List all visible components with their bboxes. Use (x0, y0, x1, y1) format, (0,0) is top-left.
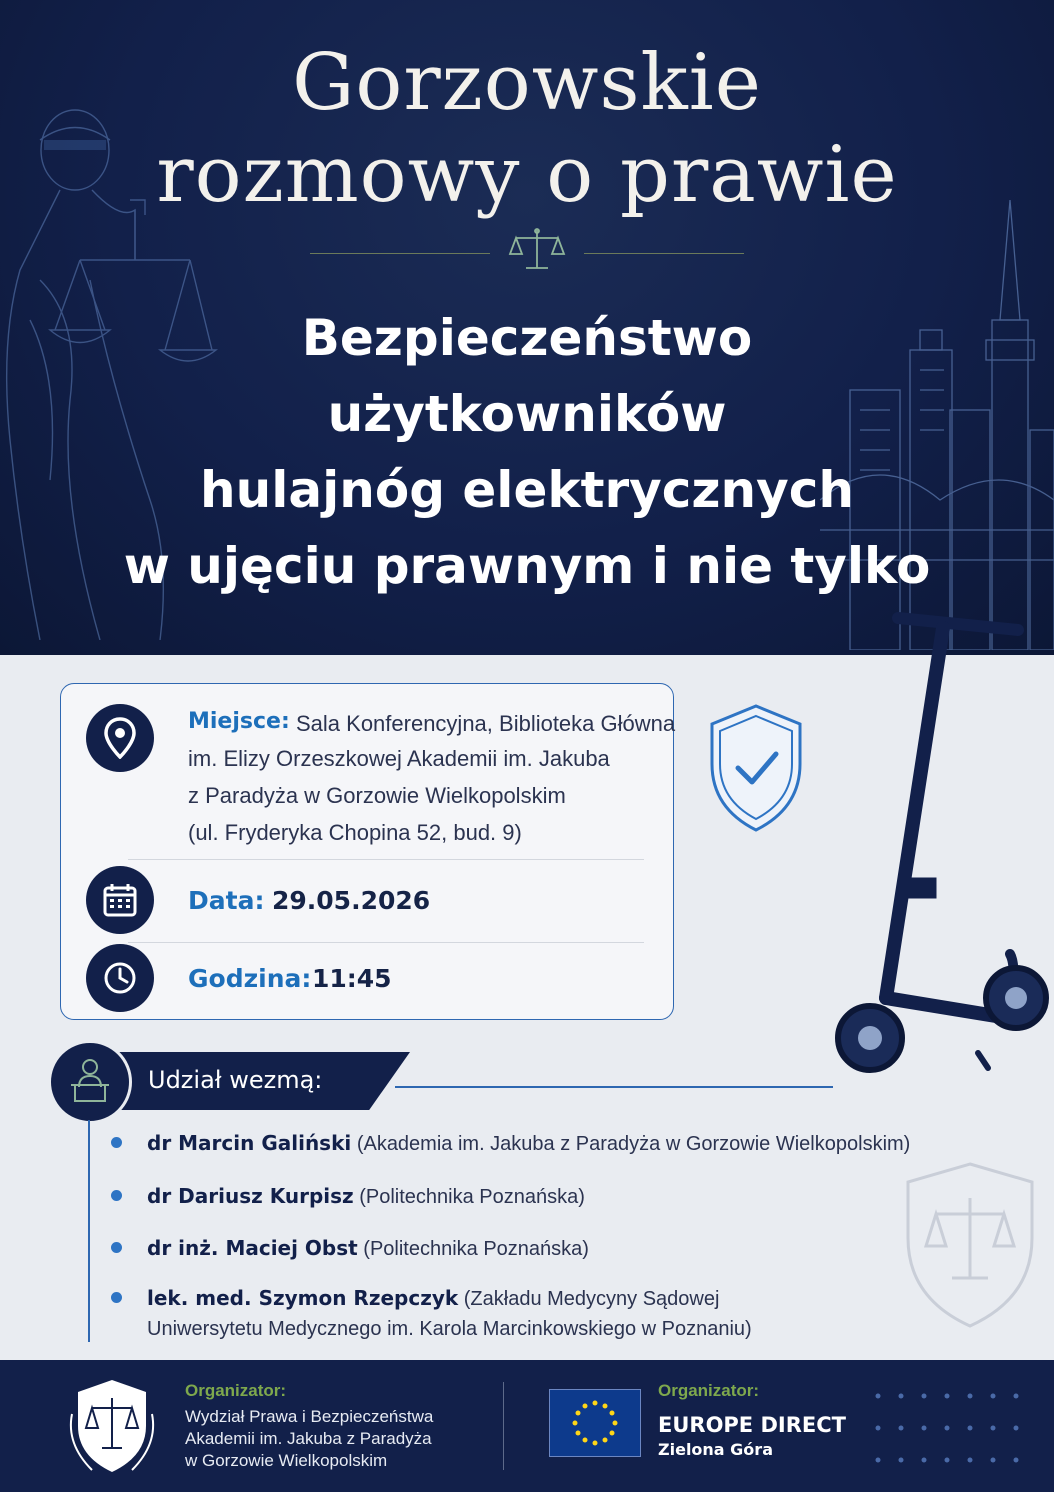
organizer-2-city: Zielona Góra (658, 1440, 773, 1459)
speaker-1-name: dr Marcin Galiński (147, 1131, 352, 1155)
details-divider-1 (128, 859, 644, 860)
details-divider-2 (128, 942, 644, 943)
organizers-footer (0, 1360, 1054, 1492)
organizer-1-label: Organizator: (185, 1381, 287, 1400)
time-label: Godzina: (188, 964, 312, 993)
topic-title-line3: hulajnóg elektrycznych (200, 461, 854, 519)
header-banner (0, 0, 1054, 655)
speaker-bullet-3 (111, 1242, 122, 1253)
shield-check-icon (706, 702, 806, 834)
speaker-2-affiliation: (Politechnika Poznańska) (359, 1186, 585, 1208)
location-line3: z Paradyża w Gorzowie Wielkopolskim (188, 783, 566, 808)
topic-title-line2: użytkowników (327, 385, 727, 443)
event-series-title-line2: rozmowy o prawie (156, 130, 898, 220)
speakers-timeline-line (88, 1120, 90, 1342)
event-series-title-line1: Gorzowskie (292, 38, 762, 128)
e-scooter-illustration (828, 598, 1054, 1098)
speaker-bullet-1 (111, 1137, 122, 1148)
topic-title-line1: Bezpieczeństwo (301, 309, 753, 367)
university-crest-icon (62, 1374, 162, 1478)
location-line4: (ul. Fryderyka Chopina 52, bud. 9) (188, 820, 522, 845)
decorative-dot-grid (873, 1390, 1033, 1466)
organizer-1-line2: Akademii im. Jakuba z Paradyża (185, 1429, 432, 1448)
date-label: Data: (188, 886, 265, 915)
eu-flag-icon (549, 1389, 641, 1457)
calendar-icon (102, 882, 138, 918)
speaker-2-name: dr Dariusz Kurpisz (147, 1184, 354, 1208)
lectern-speaker-icon (51, 1043, 129, 1121)
speaker-4-name: lek. med. Szymon Rzepczyk (147, 1286, 459, 1310)
faint-scales-shield-watermark (902, 1158, 1038, 1333)
time-value: 11:45 (312, 964, 392, 993)
clock-icon (102, 960, 138, 996)
speaker-1 (147, 1131, 910, 1156)
calendar-icon-circle (86, 866, 154, 934)
lectern-icon-circle (48, 1040, 132, 1124)
location-icon-circle (86, 704, 154, 772)
topic-title-line4: w ujęciu prawnym i nie tylko (123, 537, 931, 595)
speaker-3-affiliation: (Politechnika Poznańska) (363, 1238, 589, 1260)
organizer-1-line1: Wydział Prawa i Bezpieczeństwa (185, 1407, 434, 1426)
clock-icon-circle (86, 944, 154, 1012)
location-line2: im. Elizy Orzeszkowej Akademii im. Jakuba (188, 746, 610, 771)
speaker-4 (147, 1286, 719, 1311)
footer-separator (503, 1382, 504, 1470)
location-pin-icon (104, 717, 136, 759)
date-value: 29.05.2026 (272, 886, 431, 915)
location-label: Miejsce: (188, 709, 290, 734)
speakers-heading: Udział wezmą: (148, 1066, 323, 1094)
speaker-4-affiliation: (Zakładu Medycyny Sądowej (463, 1288, 720, 1310)
location-line1: Sala Konferencyjna, Biblioteka Główna (296, 711, 676, 736)
scales-icon (508, 226, 566, 274)
speaker-3 (147, 1236, 589, 1261)
speaker-2 (147, 1184, 585, 1209)
speaker-1-affiliation: (Akademia im. Jakuba z Paradyża w Gorzowie Wielkopolskim) (356, 1133, 911, 1155)
title-divider-left (310, 253, 490, 254)
title-divider-right (584, 253, 744, 254)
speaker-bullet-4 (111, 1292, 122, 1303)
speaker-3-name: dr inż. Maciej Obst (147, 1236, 358, 1260)
speaker-4-affiliation-line2: Uniwersytetu Medycznego im. Karola Marcinkowskiego w Poznaniu) (147, 1318, 752, 1340)
organizer-2-name: EUROPE DIRECT (658, 1413, 846, 1437)
speakers-heading-rule (395, 1086, 833, 1088)
organizer-2-label: Organizator: (658, 1381, 760, 1400)
organizer-1-line3: w Gorzowie Wielkopolskim (185, 1451, 388, 1470)
speaker-bullet-2 (111, 1190, 122, 1201)
